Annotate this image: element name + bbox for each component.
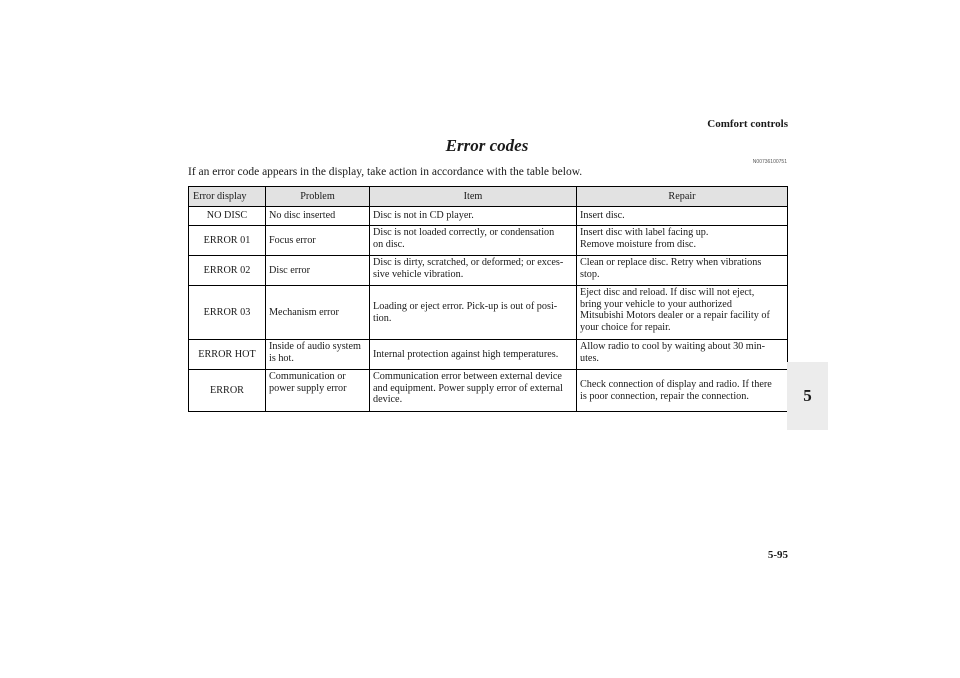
item-cell: Disc is not in CD player. — [370, 207, 577, 226]
item-cell: Disc is dirty, scratched, or deformed; or exces- sive vehicle vibration. — [370, 256, 577, 286]
column-header-problem: Problem — [266, 187, 370, 207]
error-display-cell: ERROR HOT — [189, 340, 266, 370]
problem-cell: Focus error — [266, 226, 370, 256]
column-header-error-display: Error display — [189, 187, 266, 207]
problem-cell: Disc error — [266, 256, 370, 286]
table-row — [189, 286, 788, 340]
error-display-cell: ERROR — [189, 370, 266, 412]
repair-cell: Insert disc. — [577, 207, 788, 226]
table-row — [189, 207, 788, 226]
item-cell: Internal protection against high temperatures. — [370, 340, 577, 370]
problem-cell: Communication or power supply error — [266, 370, 370, 412]
error-display-cell: ERROR 03 — [189, 286, 266, 340]
error-display-cell: ERROR 02 — [189, 256, 266, 286]
reference-code: N00736100751 — [752, 159, 787, 165]
table-row — [189, 340, 788, 370]
repair-cell: Eject disc and reload. If disc will not eject, bring your vehicle to your authorized Mitsubishi Motors dealer or a repair facility of your choice for repair. — [577, 286, 788, 340]
error-codes-table — [188, 186, 788, 412]
problem-cell: Mechanism error — [266, 286, 370, 340]
column-header-item: Item — [370, 187, 577, 207]
section-header: Comfort controls — [707, 118, 788, 130]
item-cell: Loading or eject error. Pick-up is out of posi- tion. — [370, 286, 577, 340]
repair-cell: Allow radio to cool by waiting about 30 min- utes. — [577, 340, 788, 370]
repair-cell: Insert disc with label facing up. Remove moisture from disc. — [577, 226, 788, 256]
intro-text: If an error code appears in the display, take action in accordance with the table below. — [188, 166, 583, 178]
error-display-cell: NO DISC — [189, 207, 266, 226]
page-number: 5-95 — [767, 549, 788, 561]
table-row — [189, 256, 788, 286]
error-display-cell: ERROR 01 — [189, 226, 266, 256]
repair-cell: Clean or replace disc. Retry when vibrations stop. — [577, 256, 788, 286]
table-header-row — [189, 187, 788, 207]
table-row — [189, 226, 788, 256]
chapter-tab: 5 — [787, 362, 828, 430]
table-row — [189, 370, 788, 412]
problem-cell: No disc inserted — [266, 207, 370, 226]
item-cell: Communication error between external device and equipment. Power supply error of external device. — [370, 370, 577, 412]
item-cell: Disc is not loaded correctly, or condensation on disc. — [370, 226, 577, 256]
page-title: Error codes — [445, 136, 529, 155]
problem-cell: Inside of audio system is hot. — [266, 340, 370, 370]
repair-cell: Check connection of display and radio. If there is poor connection, repair the connection. — [577, 370, 788, 412]
column-header-repair: Repair — [577, 187, 788, 207]
